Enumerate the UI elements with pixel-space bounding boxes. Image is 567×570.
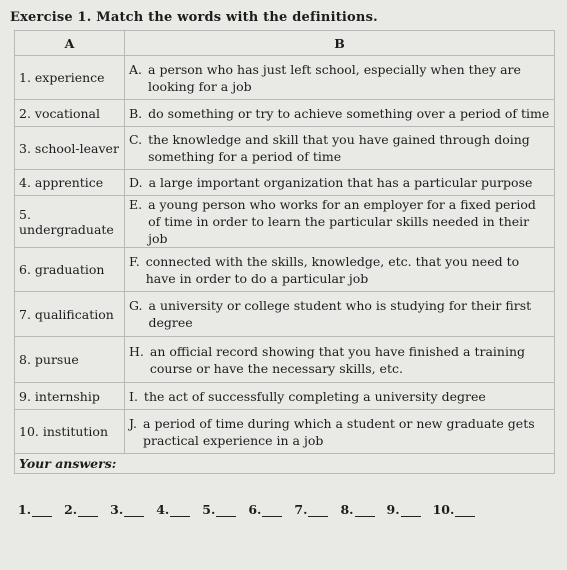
definition-letter: B. [129,105,143,121]
definition-letter: D. [129,175,143,190]
word-cell: 6. graduation [15,248,125,292]
definition-text: connected with the skills, knowledge, etc. that you need to have in order to do a particular job [145,253,520,286]
word-cell: 5. undergraduate [15,196,125,248]
answer-blank[interactable] [64,502,98,517]
table-row [15,292,555,337]
answer-number: 9. [386,502,400,517]
answer-blank[interactable] [387,502,421,517]
answers-label: Your answers: [15,454,555,474]
answer-number: 4. [156,502,170,517]
table-row [15,56,555,100]
definition-letter: G. [129,298,143,313]
definition-cell [125,196,555,248]
answer-number: 7. [294,502,308,517]
definition-cell [125,248,555,292]
answer-blank[interactable] [110,502,144,517]
definition-cell [125,383,555,410]
definition-letter: A. [129,61,143,77]
table-row [15,410,555,454]
answers-label-row [15,454,555,474]
definition-text: a period of time during which a student or new graduate gets practical experience in a job [143,415,535,448]
table-row [15,337,555,383]
table-row [15,100,555,127]
definition-cell [125,337,555,383]
definition-text: a university or college student who is studying for their first degree [148,298,532,330]
exercise-title: Exercise 1. Match the words with the definitions. [10,10,378,25]
word-cell: 3. school-leaver [15,127,125,170]
definition-text: a young person who works for an employer for a fixed period of time in order to learn the particular skills needed in their job [148,197,536,246]
definition-text: do something or try to achieve something over a period of time [148,105,550,121]
answer-blank[interactable] [202,502,236,517]
definition-letter: I. [129,388,138,404]
word-cell: 7. qualification [15,292,125,337]
table-row [15,196,555,248]
definition-text: a person who has just left school, especially when they are looking for a job [148,61,521,94]
definition-letter: C. [129,132,143,147]
definition-letter: H. [129,343,144,359]
answer-number: 3. [110,502,124,517]
answer-number: 8. [340,502,354,517]
word-cell: 10. institution [15,410,125,454]
table-header-row [15,31,555,56]
definition-cell [125,56,555,100]
word-cell: 9. internship [15,383,125,410]
answer-blank[interactable] [433,502,476,517]
definition-letter: J. [129,415,138,431]
definition-cell [125,292,555,337]
answer-blanks [18,502,475,517]
answer-number: 2. [64,502,78,517]
table-row [15,127,555,170]
table-row [15,248,555,292]
table-row [15,383,555,410]
definition-text: a large important organization that has a particular purpose [148,175,533,190]
word-cell: 1. experience [15,56,125,100]
definition-cell [125,127,555,170]
column-a-header: A [15,31,125,56]
answer-number: 10. [432,502,455,517]
word-cell: 2. vocational [15,100,125,127]
definition-letter: F. [129,253,140,269]
definition-letter: E. [129,197,143,212]
answer-number: 5. [202,502,216,517]
answer-blank[interactable] [340,502,374,517]
definition-cell [125,100,555,127]
definition-text: the knowledge and skill that you have gained through doing something for a period of time [148,132,530,164]
answer-number: 1. [18,502,32,517]
definition-text: the act of successfully completing a university degree [143,388,486,404]
answer-blank[interactable] [156,502,190,517]
answer-blank[interactable] [18,502,52,517]
definition-text: an official record showing that you have finished a training course or have the necessary skills, etc. [149,343,526,376]
answer-blank[interactable] [294,502,328,517]
word-cell: 4. apprentice [15,170,125,196]
word-cell: 8. pursue [15,337,125,383]
matching-table [14,30,555,474]
column-b-header: B [125,31,555,56]
answer-blank[interactable] [248,502,282,517]
answer-number: 6. [248,502,262,517]
table-row [15,170,555,196]
definition-cell [125,410,555,454]
definition-cell [125,170,555,196]
